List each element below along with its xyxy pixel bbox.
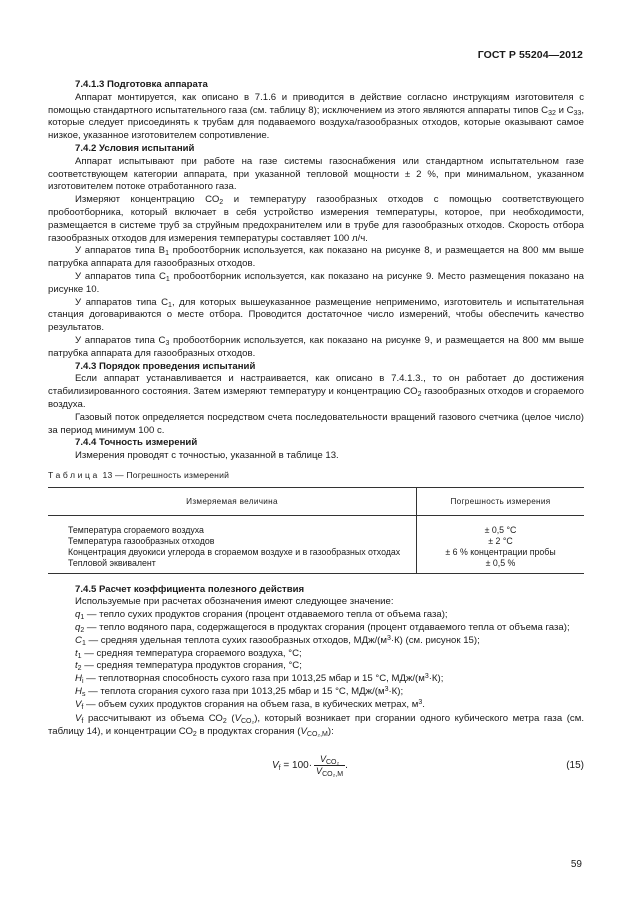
legend-intro: Используемые при расчетах обозначения имеют следующее значение: [75,596,394,608]
table-cell-error: ± 0,5 °С [484,524,517,535]
legend-item-c1: $С_1$ — средняя удельная теплота сухих газообразных отходов, МДж/$(м^3\cdot К)$ (см. рисунок 15); [75,634,480,647]
paragraph-vf-calculation: $V_f$ рассчитывают из объема $СО_2$ $(V_{CO_2})$, который возникает при сгорании одного кубического метра газа (см. таблицу 14), и концентрации $СО_2$ в продуктах сгорания $(V_{CO_2,M})$: [48,713,584,739]
paragraph-742-4: У аппаратов типа $С_1$ пробоотборник используется, как показано на рисунке 9. Место размещения показано на рисунке 10. [48,270,584,295]
paragraph-742-1: Аппарат испытывают при работе на газе системы газоснабжения или стандартном испытательном газе соответствующем категории аппарата, при указанной тепловой мощности ± 2 %, при минимальном, указанном изготовителем потоке отработанного газа. [48,155,584,193]
symbol-legend [48,596,584,711]
legend-item-t2: $t_2$ — средняя температура продуктов сгорания, °С; [75,660,302,673]
table-cell-quantity: Температура газообразных отходов [68,535,215,546]
section-heading-745: 7.4.5 Расчет коэффициента полезного действия [75,583,305,595]
table-cell-error: ± 2 °С [488,535,513,546]
table-13 [48,487,584,574]
formula-expression: $V_f = 100\cdot$ $\frac{V_{CO_2}}{V_{CO_2,M}}$ . [272,754,348,779]
legend-item-q2: $q_2$ — тепло водяного пара, содержащегося в продуктах сгорания (процент отдаваемого тепла от объема газа); [75,621,570,634]
table-row [48,558,584,573]
table-row [48,515,584,536]
table-cell-quantity: Температура сгораемого воздуха [68,524,204,535]
table-cell-quantity: Тепловой эквивалент [68,558,156,569]
paragraph-742-3: У аппаратов типа $В_1$ пробоотборник используется, как показано на рисунке 8, и размещается на 800 мм выше патрубка аппарата для газообразных отходов. [48,245,585,270]
table-caption: Таблица 13 — Погрешность измерений [48,469,230,480]
legend-item-hs: $Н_s$ — теплота сгорания сухого газа при 1013,25 мбар и 15 °С, МДж/$(м^3\cdot К)$; [75,685,404,698]
table-cell-quantity: Концентрация двуокиси углерода в сгораемом воздухе и в газообразных отходах [68,547,401,558]
page-number: 59 [570,859,582,870]
formula-number: (15) [566,760,584,772]
section-heading-744: 7.4.4 Точность измерений [75,437,198,449]
table-cell-error: ± 0,5 % [417,558,585,573]
legend-item-t1: $t_1$ — средняя температура сгораемого воздуха, °С; [75,647,302,660]
table-row [48,547,584,558]
formula-15 [48,745,584,779]
paragraph-743-1: Если аппарат устанавливается и настраивается, как описано в 7.4.1.3., то он работает до достижения стабилизированного состояния. Затем измеряют температуру и концентрацию $СО_2$ газообразных отходов и сгораемого воздуха. [48,373,584,410]
table-header-quantity: Измеряемая величина [48,487,417,515]
paragraph-743-2: Газовый поток определяется посредством счета последовательности вращений газового счетчика (целое число) за период минимум 100 с. [48,411,584,436]
document-code-header: ГОСТ Р 55204—2012 [477,49,583,61]
paragraph-742-2: Измеряют концентрацию $СО_2$ и температуру газообразных отходов с помощью соответствующего пробоотборника, который включает в себя устройство измерения температуры, которое, при необходимости, размещается в системе труб за струйным предохранителем или в трубе для газообразных отходов. Скорость отбора газообразных отходов для измерения температуры составляет 100 л/ч. [48,194,584,244]
legend-item-q1: $q_1$ — тепло сухих продуктов сгорания (процент отдаваемого тепла от объема газа); [75,609,448,622]
paragraph-744: Измерения проводят с точностью, указанной в таблице 13. [75,450,339,462]
legend-item-vf: $V_f$ — объем сухих продуктов сгорания на объем газа, в кубических метрах, $м^3$. [75,698,425,711]
table-row [48,536,584,547]
section-heading-7413: 7.4.1.3 Подготовка аппарата [75,79,208,90]
page-content [48,79,584,779]
formula-fraction: $\frac{V_{CO_2}}{V_{CO_2,M}}$ [316,754,344,779]
table-header-error: Погрешность измерения [417,487,585,515]
legend-item-hi: $Н_i$ — теплотворная способность сухого газа при 1013,25 мбар и 15 °С, МДж/$(м^3\cdot К)$; [75,673,444,686]
paragraph-742-5: У аппаратов типа $С_1$, для которых вышеуказанное размещение неприменимо, изготовитель и испытательная станция договариваются о месте отбора. Проводится достаточное число измерений, чтобы обеспечить качество результатов. [48,296,585,334]
paragraph-742-6: У аппаратов типа $С_3$ пробоотборник используется, как показано на рисунке 9, и размещается на 800 мм выше патрубка аппарата для газообразных отходов. [48,334,584,359]
section-heading-743: 7.4.3 Порядок проведения испытаний [75,360,256,372]
table-cell-error: ± 6 % концентрации пробы [445,547,556,558]
section-heading-742: 7.4.2 Условия испытаний [75,142,195,154]
paragraph-7413: Аппарат монтируется, как описано в 7.1.6 и приводится в действие согласно инструкциям изготовителя с помощью стандартного испытательного газа (см. таблицу 8); исключением из этого являются аппараты типов $С_{32}$ и $С_{33}$, которые следует присоединять к трубам для подаваемого воздуха/газообразных отходов, которые оказывают самое низкое, указанное изготовителем сопротивление. [48,91,584,142]
